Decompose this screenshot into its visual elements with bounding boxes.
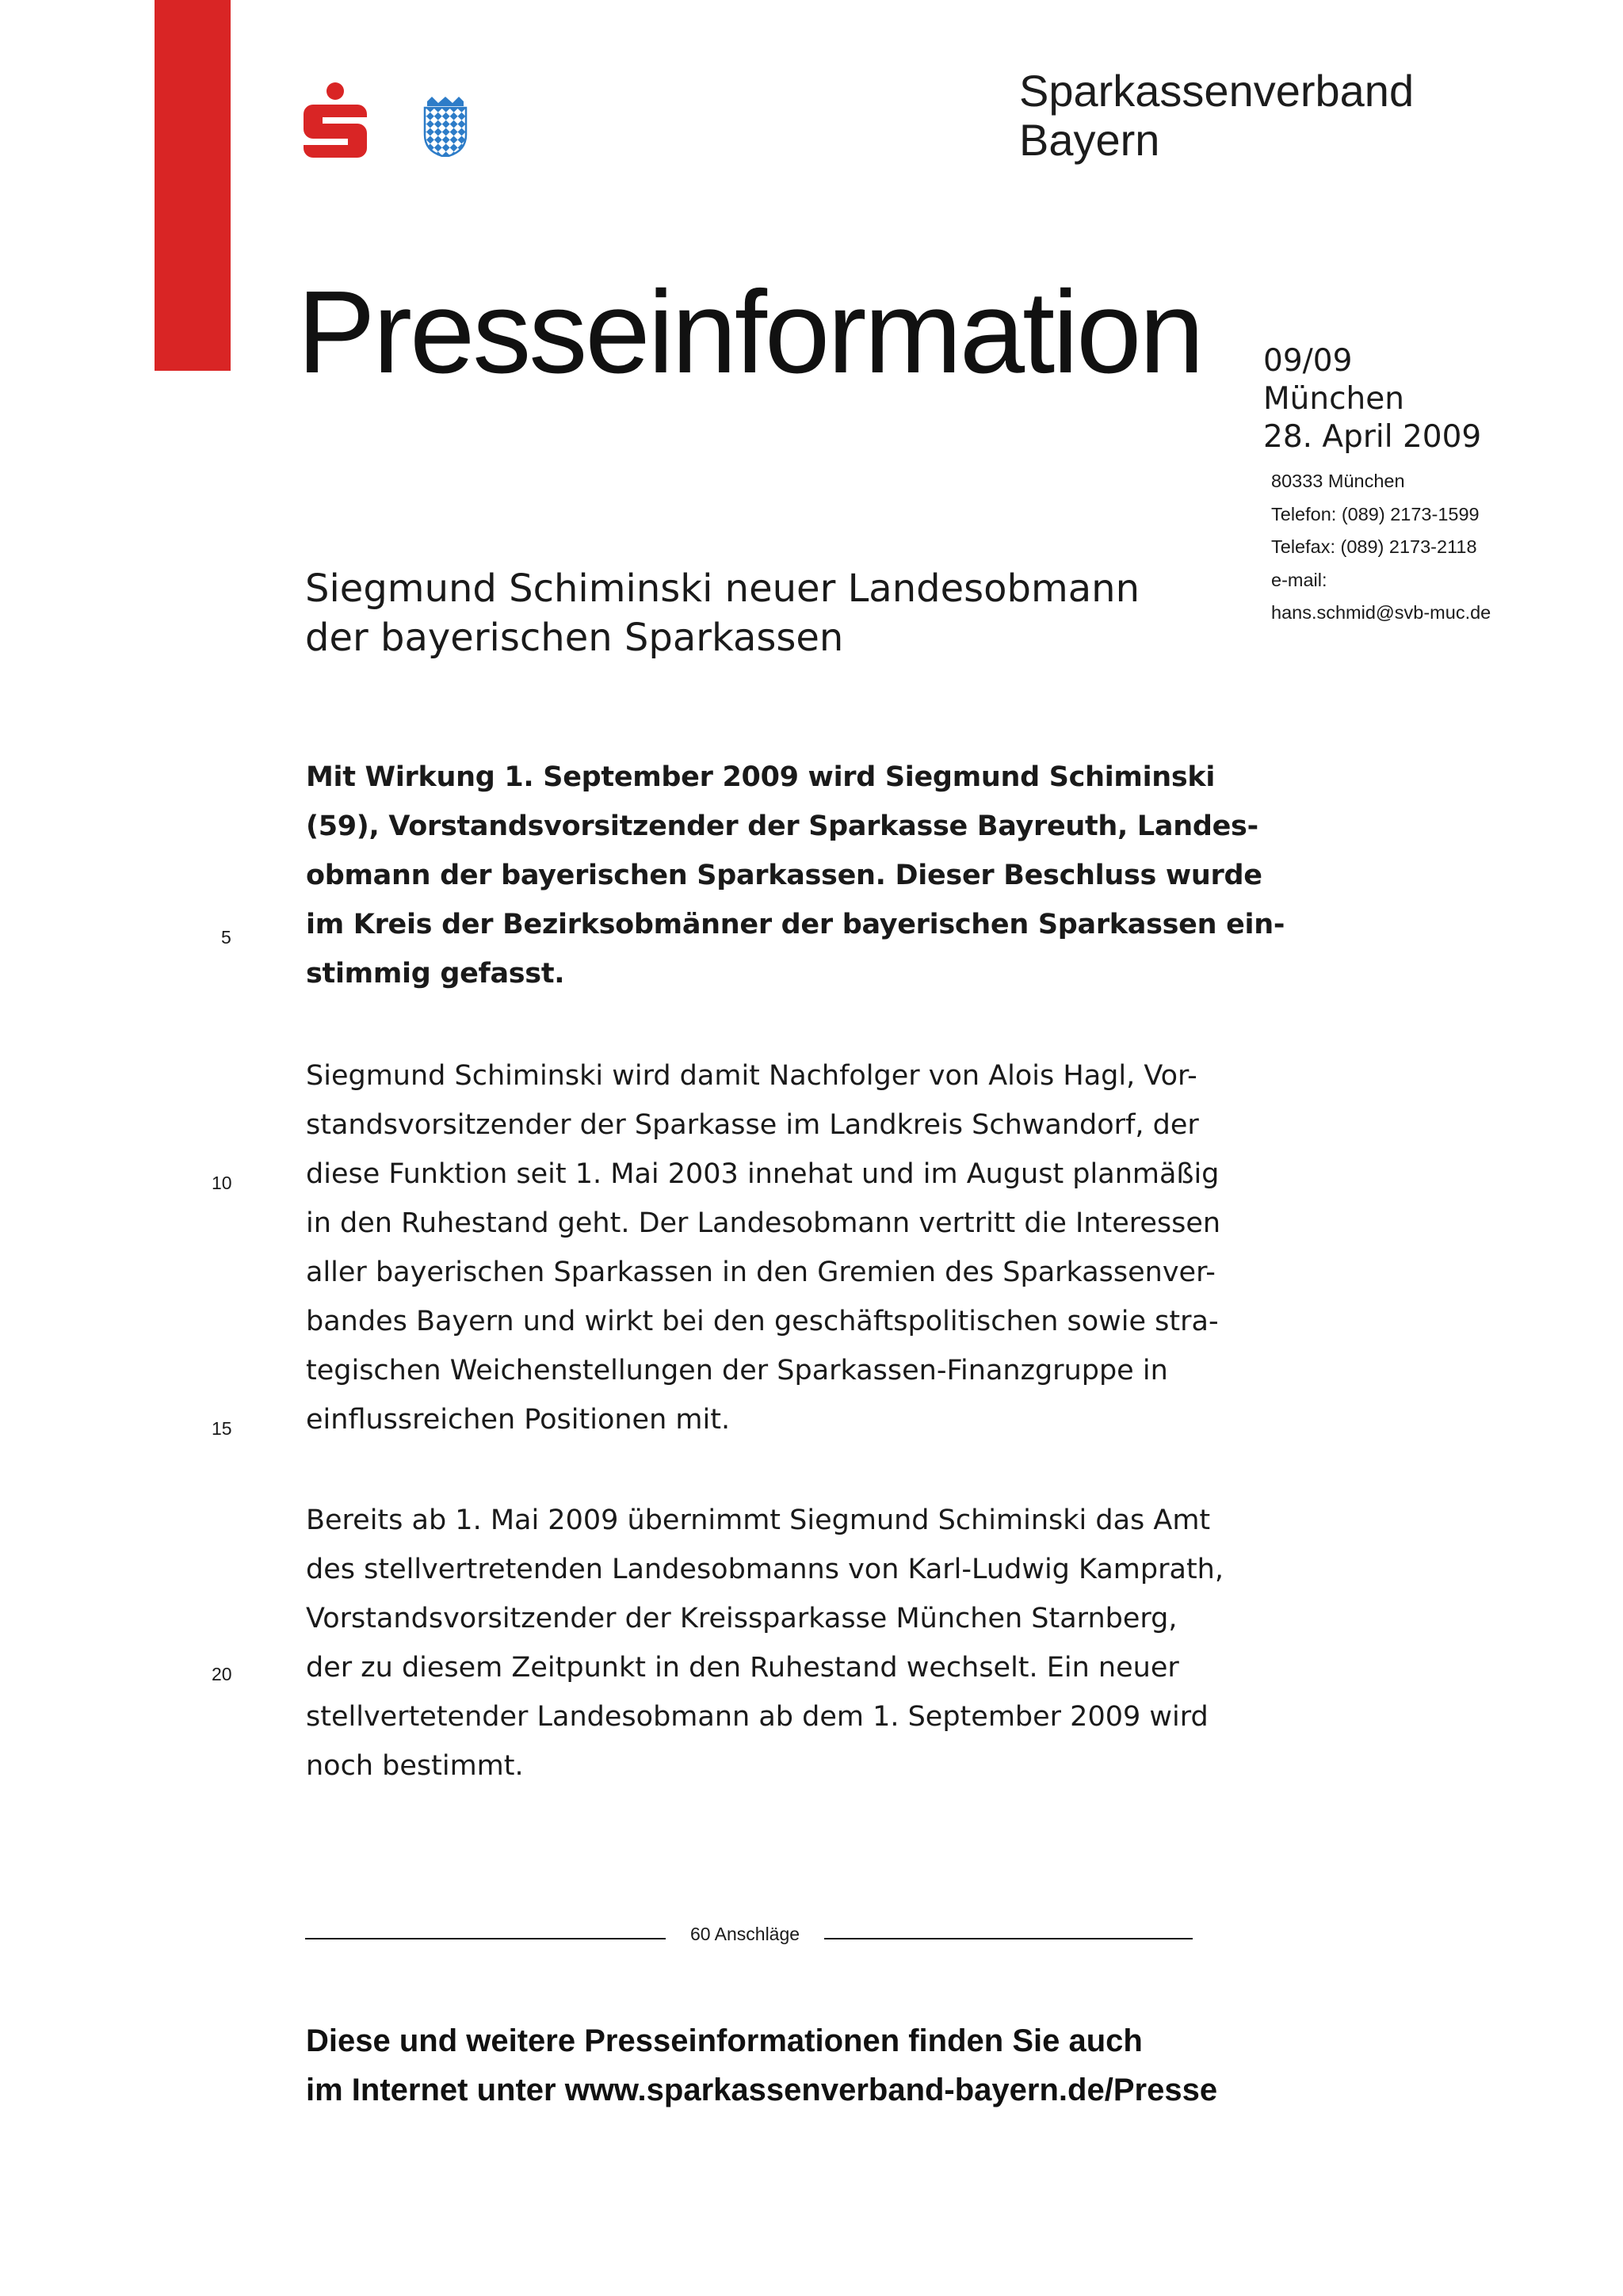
contact-fax: Telefax: (089) 2173-2118 [1271, 536, 1477, 557]
text-line: in den Ruhestand geht. Der Landesobmann vertritt die Interessen [306, 1207, 1221, 1239]
line-number: 10 [212, 1173, 232, 1193]
organization-name [1019, 67, 1590, 165]
text-line: obmann der bayerischen Sparkassen. Dieser Beschluss wurde [306, 860, 1262, 891]
contact-block [1271, 465, 1604, 630]
text-line: einflussreichen Positionen mit. [306, 1404, 731, 1436]
bavaria-coat-of-arms-icon [422, 97, 468, 157]
sparkasse-logo [304, 82, 367, 158]
text-line: Vorstandsvorsitzender der Kreissparkasse München Starnberg, [306, 1603, 1178, 1634]
text-line: bandes Bayern und wirkt bei den geschäftspolitischen sowie stra- [306, 1306, 1219, 1337]
organization-name-line-2: Bayern [1019, 115, 1160, 165]
text-line: der zu diesem Zeitpunkt in den Ruhestand wechselt. Ein neuer [306, 1652, 1179, 1684]
headline-line: Siegmund Schiminski neuer Landesobmann [305, 566, 1140, 611]
line-number: 15 [212, 1418, 232, 1439]
organization-name-line-1: Sparkassenverband [1019, 66, 1415, 116]
lede-paragraph [306, 753, 1285, 998]
line-number: 20 [212, 1664, 232, 1684]
text-line: stimmig gefasst. [306, 958, 565, 990]
press-release-meta [1263, 342, 1596, 456]
release-city: München [1263, 381, 1404, 417]
line-number: 5 [221, 927, 231, 948]
document-type-heading: Presseinformation [297, 267, 1202, 398]
text-line: diese Funktion seit 1. Mai 2003 innehat und im August planmäßig [306, 1158, 1220, 1190]
body-paragraph-3 [306, 1496, 1241, 1791]
release-date: 28. April 2009 [1263, 419, 1482, 455]
headline [305, 564, 1224, 662]
separator-line-right [824, 1938, 1193, 1939]
separator-line-left [305, 1938, 666, 1939]
character-count: 60 Anschläge [689, 1924, 800, 1944]
release-number: 09/09 [1263, 343, 1353, 379]
headline-line: der bayerischen Sparkassen [305, 616, 844, 660]
text-line: Siegmund Schiminski wird damit Nachfolger von Alois Hagl, Vor- [306, 1060, 1197, 1092]
text-line: aller bayerischen Sparkassen in den Gremien des Sparkassenver- [306, 1257, 1216, 1288]
contact-address: 80333 München [1271, 471, 1405, 491]
contact-email-label: e-mail: [1271, 569, 1327, 590]
text-line: (59), Vorstandsvorsitzender der Sparkasse Bayreuth, Landes- [306, 810, 1258, 842]
text-line: Mit Wirkung 1. September 2009 wird Siegmund Schiminski [306, 761, 1216, 793]
text-line: noch bestimmt. [306, 1750, 524, 1782]
brand-red-bar [155, 0, 231, 371]
contact-email-address[interactable]: hans.schmid@svb-muc.de [1271, 602, 1491, 623]
text-line: stellvertetender Landesobmann ab dem 1. September 2009 wird [306, 1701, 1209, 1733]
text-line: standsvorsitzender der Sparkasse im Landkreis Schwandorf, der [306, 1109, 1199, 1141]
text-line: Bereits ab 1. Mai 2009 übernimmt Siegmund Schiminski das Amt [306, 1505, 1211, 1536]
body-paragraph-2 [306, 1051, 1241, 1444]
text-line: des stellvertretenden Landesobmanns von Karl-Ludwig Kamprath, [306, 1554, 1224, 1585]
text-line: im Kreis der Bezirksobmänner der bayerischen Sparkassen ein- [306, 909, 1285, 940]
footer-note [306, 2016, 1217, 2115]
footer-line: im Internet unter www.sparkassenverband-bayern.de/Presse [306, 2073, 1218, 2107]
contact-phone: Telefon: (089) 2173-1599 [1271, 503, 1480, 524]
footer-line: Diese und weitere Presseinformationen finden Sie auch [306, 2023, 1143, 2058]
text-line: tegischen Weichenstellungen der Sparkassen-Finanzgruppe in [306, 1355, 1168, 1386]
